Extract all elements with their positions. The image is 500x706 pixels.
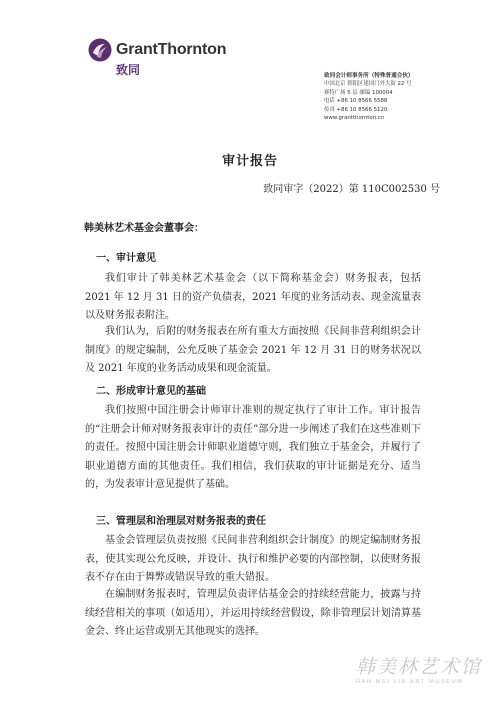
museum-watermark [356,652,496,685]
firm-phone: 电话 +86 10 8566 5588 [324,98,388,105]
section-heading-management-responsibility: 三、管理层和治理层对财务报表的责任 [96,516,266,527]
paragraph-opinion-scope: 我们审计了韩美林艺术基金会（以下简称基金会）财务报表，包括 2021 年 12 月 31 日的资产负债表，2021 年度的业务活动表、现金流量表以及财务报表附注。 [85,273,421,321]
brand-name-en: GrantThornton [116,41,227,58]
brand-name-cn: 致同 [116,63,141,77]
grant-thornton-logo-icon [88,38,112,62]
firm-contact-block [324,72,494,122]
report-title: 审计报告 [221,154,278,169]
watermark-cn: 韩美林艺术馆 [356,656,483,678]
firm-fax: 传真 +86 10 8566 5120 [324,106,388,113]
paragraph-going-concern: 在编制财务报表时，管理层负责评估基金会的持续经营能力，披露与持续经营相关的事项（如适用），并运用持续经营假设，除非管理层计划清算基金会、终止运营或别无其他现实的选择。 [85,589,421,637]
report-reference-number: 致同审字（2022）第 110C002530 号 [263,184,440,195]
addressee: 韩美林艺术基金会董事会： [84,223,204,234]
firm-address-line-2: 赛特广场 5 层 邮编 100004 [324,89,393,96]
section-heading-basis-for-opinion: 二、形成审计意见的基础 [96,386,206,397]
section-heading-audit-opinion: 一、审计意见 [96,253,156,264]
firm-address-line-1: 中国北京 朝阳区建国门外大街 22 号 [324,81,412,88]
watermark-en: HAN MEI LIN ART MUSEUM [356,679,464,685]
firm-name: 致同会计师事务所（特殊普通合伙） [324,73,414,79]
paragraph-basis-for-opinion: 我们按照中国注册会计师审计准则的规定执行了审计工作。审计报告的“注册会计师对财务报表审计的责任”部分进一步阐述了我们在这些准则下的责任。按照中国注册会计师职业道德守则，我们独立于基金会，并履行了职业道德方面的其他责任。我们相信，我们获取的审计证据是充分、适当的，为发表审计意见提供了基础。 [85,405,421,490]
paragraph-management-responsibility: 基金会管理层负责按照《民间非营利组织会计制度》的规定编制财务报表，使其实现公允反映，并设计、执行和维护必要的内部控制，以使财务报表不存在由于舞弊或错误导致的重大错报。 [85,535,421,583]
firm-website: www.grantthornton.cn [324,115,385,122]
paragraph-opinion-statement: 我们认为，后附的财务报表在所有重大方面按照《民间非营利组织会计制度》的规定编制，公允反映了基金会 2021 年 12 月 31 日的财务状况以及 2021 年度的业务活动成果和现金流量。 [85,326,421,374]
